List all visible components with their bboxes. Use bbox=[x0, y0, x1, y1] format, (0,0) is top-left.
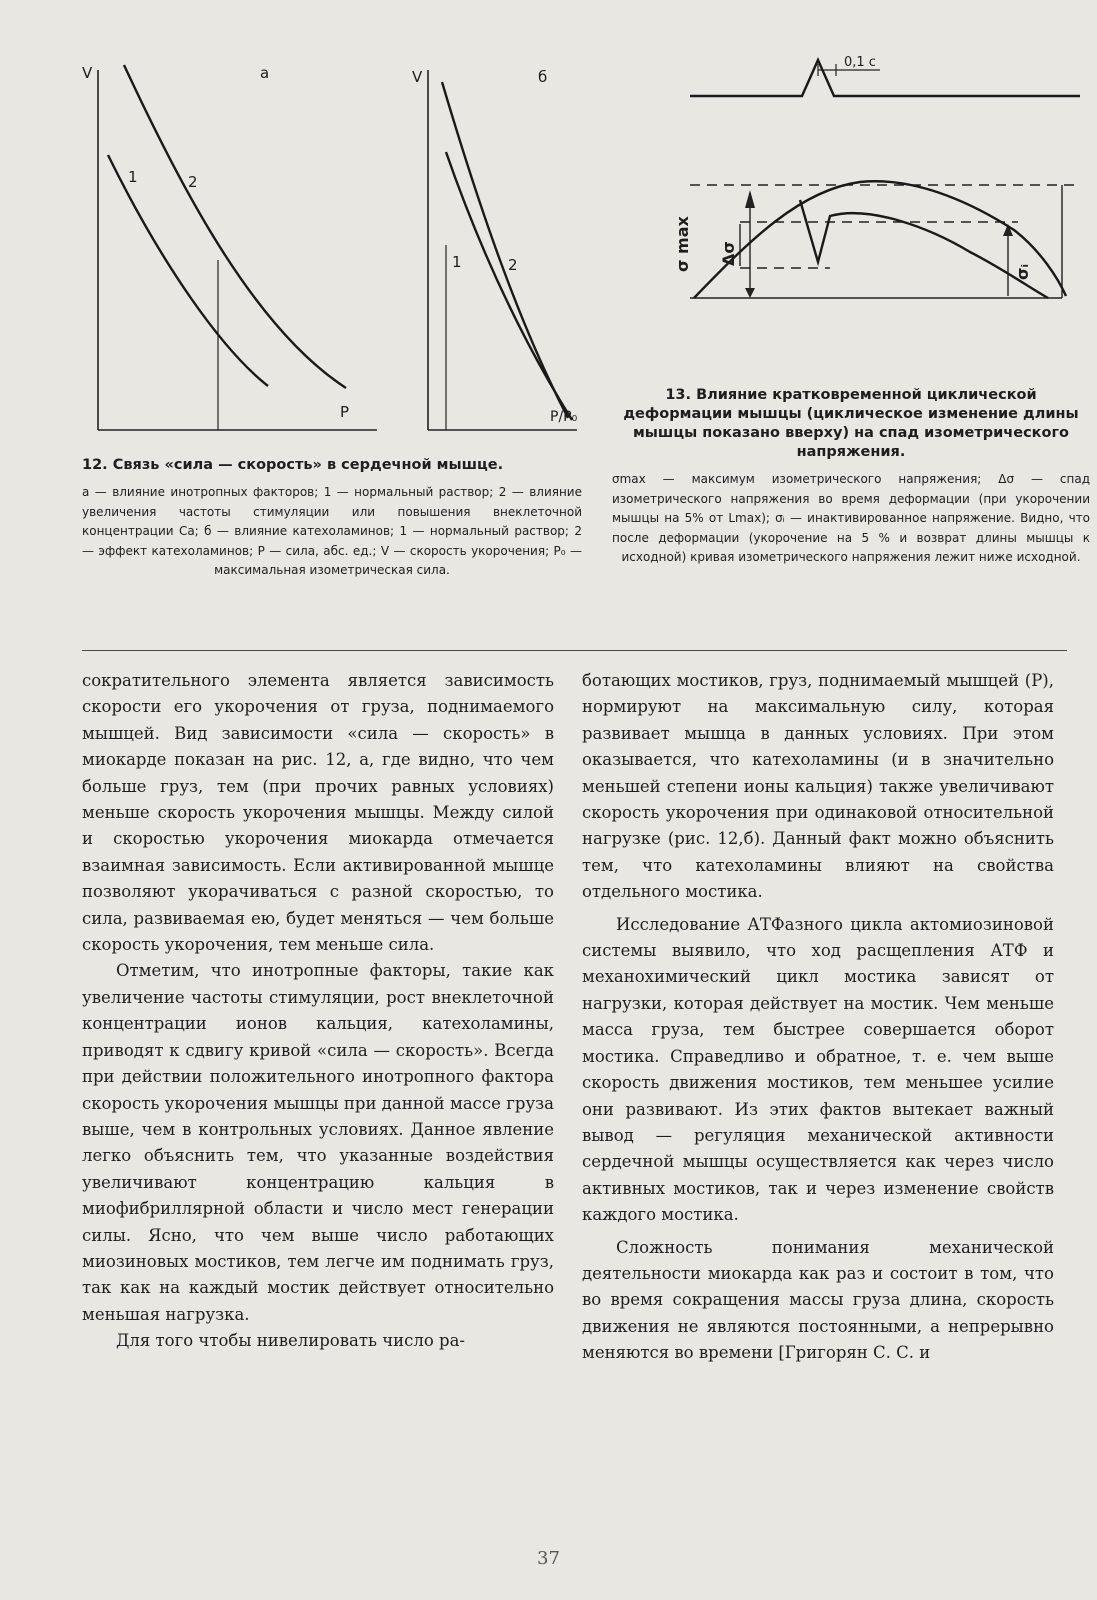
panel-b-label: б bbox=[538, 68, 548, 86]
sigma-max-arrowhead-up bbox=[745, 190, 755, 208]
panel-b-v-label: V bbox=[412, 68, 423, 86]
section-divider bbox=[82, 650, 1067, 651]
body-column-right bbox=[582, 668, 1054, 1538]
figure-13-caption bbox=[612, 386, 1090, 568]
figure-13-isometric-tension bbox=[600, 40, 1080, 330]
panel-a-curve-2 bbox=[124, 65, 346, 388]
figure-12-caption-text: а — влияние инотропных факторов; 1 — нормальный раствор; 2 — влияние увеличения частоты стимуляции или повышения внеклеточной концентрации Са; б — влияние катехоламинов; 1 — нормальный раствор; 2 — эффект катехоламинов; Р — сила, абс. ед.; V — скорость укорочения; Р₀ — максимальная изометрическая сила. bbox=[82, 485, 582, 577]
sigma-max-label: σ max bbox=[673, 216, 692, 272]
panel-a-v-label: V bbox=[82, 64, 93, 82]
panel-b-p-rel-label: P/P₀ bbox=[550, 409, 578, 425]
body-column-left bbox=[82, 668, 554, 1538]
sigma-max-arrowhead-down bbox=[745, 288, 755, 298]
length-change-pulse bbox=[690, 60, 1080, 96]
panel-a-p-label: P bbox=[340, 403, 350, 421]
panel-b-curve-1 bbox=[442, 82, 568, 418]
body-paragraph: Для того чтобы нивелировать число ра- bbox=[116, 1331, 466, 1351]
panel-b bbox=[412, 68, 578, 430]
body-paragraph: ботающих мостиков, груз, поднимаемый мышцей (Р), нормируют на максимальную силу, которая развивает мышца в данных условиях. При этом оказывается, что катехоламины (и в значительно меньшей степени ионы кальция) также увеличивают скорость укорочения при одинаковой относительной нагрузке (рис. 12,б). Данный факт можно объяснить тем, что катехоламины влияют на свойства отдельного мостика. bbox=[582, 671, 1054, 902]
figure-12-caption bbox=[82, 456, 582, 581]
deformed-tension-curve bbox=[800, 200, 1048, 298]
tension-plot bbox=[673, 181, 1080, 298]
sigma-i-label: σᵢ bbox=[1013, 264, 1032, 280]
body-paragraph: сократительного элемента является зависимость скорости его укорочения от груза, поднимаемого мышцей. Вид зависимости «сила — скорость» в миокарде показан на рис. 12, а, где видно, что чем больше груз, тем (при прочих равных условиях) меньше скорость укорочения мышцы. Между силой и скоростью укорочения миокарда отмечается взаимная зависимость. Если активированной мышце позволяют укорачиваться с разной скоростью, то сила, развиваемая ею, будет меняться — чем больше скорость укорочения, тем меньше сила. bbox=[82, 671, 554, 955]
panel-a bbox=[82, 64, 377, 430]
figure-12-caption-title: 12. Связь «сила — скорость» в сердечной мышце. bbox=[82, 457, 504, 473]
panel-b-curve-1-label: 1 bbox=[452, 253, 462, 271]
figure-12-force-velocity bbox=[72, 50, 592, 440]
figure-13-caption-text: σmax — максимум изометрического напряжения; Δσ — спад изометрического напряжения во время деформации (при укорочении мышцы на 5% от Lmax); σᵢ — инактивированное напряжение. Видно, что после деформации (укорочение на 5 % и возврат длины мышцы к исходной) кривая изометрического напряжения лежит ниже исходной. bbox=[612, 472, 1090, 564]
body-paragraph: Исследование АТФазного цикла актомиозиновой системы выявило, что ход расщепления АТФ и механохимический цикл мостика зависят от нагрузки, которая действует на мостик. Чем меньше масса груза, тем быстрее совершается оборот мостика. Справедливо и обратное, т. е. чем выше скорость движения мостиков, тем меньшее усилие они развивают. Из этих фактов вытекает важный вывод — регуляция механической активности сердечной мышцы осуществляется как через число активных мостиков, так и через изменение свойств каждого мостика. bbox=[582, 914, 1054, 1225]
panel-a-curve-2-label: 2 bbox=[188, 173, 198, 191]
panel-a-curve-1-label: 1 bbox=[128, 168, 138, 186]
panel-b-curve-2-label: 2 bbox=[508, 256, 518, 274]
interval-label: 0,1 с bbox=[844, 55, 876, 70]
length-trace bbox=[690, 55, 1080, 96]
page-number: 37 bbox=[537, 1548, 560, 1569]
body-paragraph: Отметим, что инотропные факторы, такие как увеличение частоты стимуляции, рост внеклеточной концентрации ионов кальция, катехоламины, приводят к сдвигу кривой «сила — скорость». Всегда при действии положительного инотропного фактора скорость укорочения мышцы при данной массе груза выше, чем в контрольных условиях. Данное явление легко объяснить тем, что указанные воздействия увеличивают концентрацию кальция в миофибриллярной области и число мест генерации силы. Ясно, что чем выше число работающих миозиновых мостиков, тем легче им поднимать груз, так как на каждый мостик действует относительно меньшая нагрузка. bbox=[82, 961, 554, 1324]
delta-sigma-label: Δσ bbox=[719, 241, 738, 266]
body-paragraph: Сложность понимания механической деятельности миокарда как раз и состоит в том, что во время сокращения массы груза длина, скорость движения не являются постоянными, а непрерывно меняются во времени [Григорян С. С. и bbox=[582, 1237, 1054, 1363]
figure-13-caption-title: 13. Влияние кратковременной циклической деформации мышцы (циклическое изменение длины мышцы показано вверху) на спад изометрического напряжения. bbox=[623, 387, 1079, 460]
panel-a-label: а bbox=[260, 64, 270, 82]
